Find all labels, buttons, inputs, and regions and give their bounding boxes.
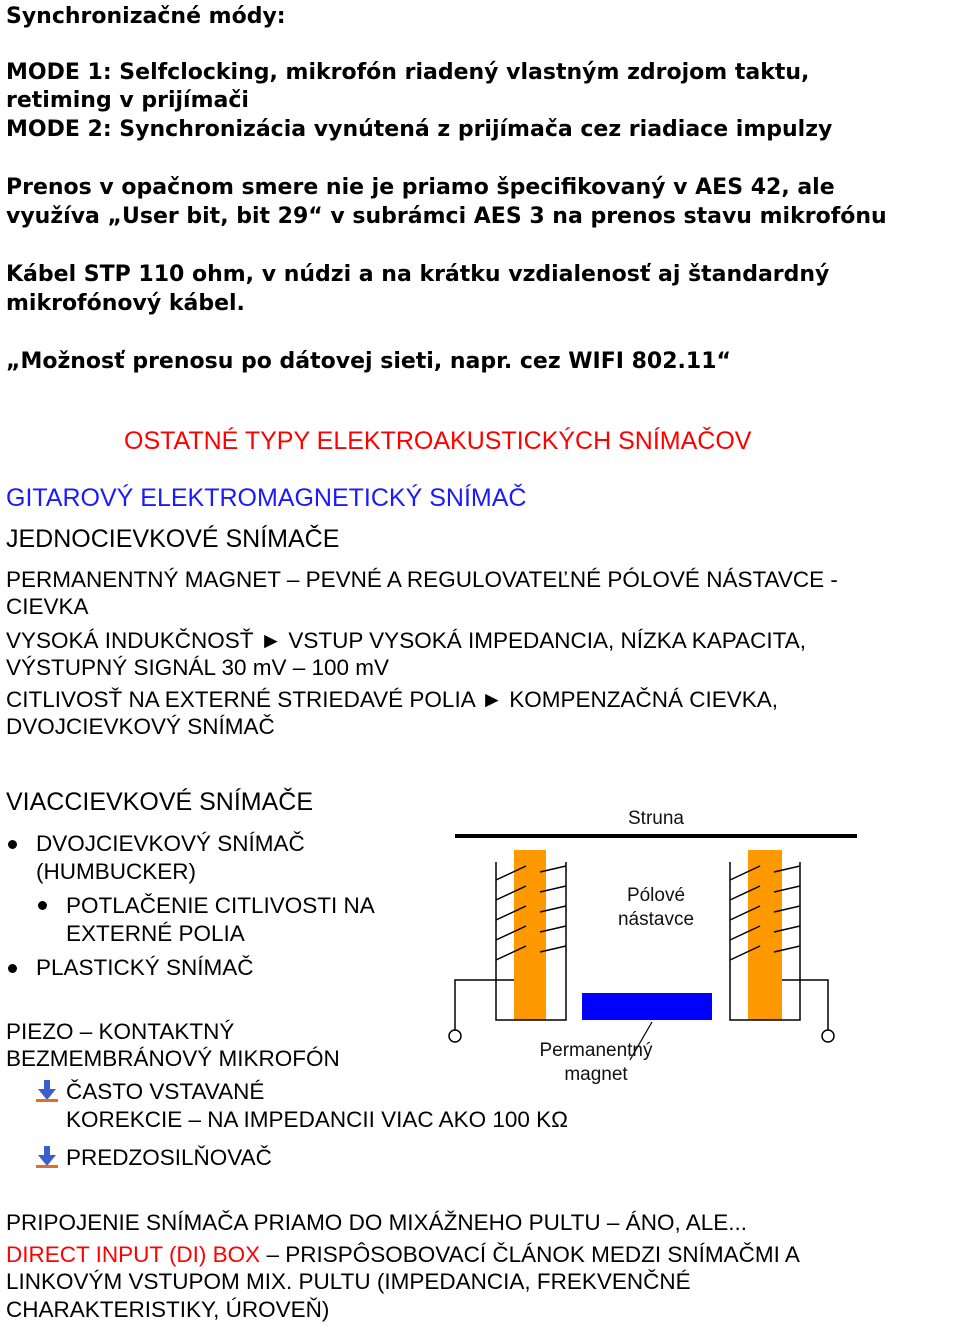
multi-coil-heading: VIACCIEVKOVÉ SNÍMAČE [6,788,314,816]
pole-label-line1: Pólové [626,885,686,906]
guitar-pickup-heading: GITAROVÝ ELEKTROMAGNETICKÝ SNÍMAČ [6,484,527,512]
plastic-pickup-item: PLASTICKÝ SNÍMAČ [36,955,254,980]
right-terminal-icon [822,1030,834,1042]
sync-heading: Synchronizačné módy: [6,4,286,29]
mode2-line: MODE 2: Synchronizácia vynútená z prijímača cez riadiace impulzy [6,117,833,142]
single-coil-heading: JEDNOCIEVKOVÉ SNÍMAČE [6,525,340,553]
reverse-line1: Prenos v opačnom smere nie je priamo špecifikovaný v AES 42, ale [6,175,835,200]
string-label: Struna [628,808,684,829]
connection-line4: CHARAKTERISTIKY, ÚROVEŇ) [6,1297,330,1322]
suppression-line1: POTLAČENIE CITLIVOSTI NA [66,893,375,918]
magnet-line1: PERMANENTNÝ MAGNET – PEVNÉ A REGULOVATEĽNÉ PÓLOVÉ NÁSTAVCE - [6,567,838,592]
connection-line1: PRIPOJENIE SNÍMAČA PRIAMO DO MIXÁŽNEHO PULTU – ÁNO, ALE... [6,1210,747,1235]
left-terminal-icon [449,1030,461,1042]
magnet-label-line2: magnet [564,1064,628,1085]
down-arrow-icon [36,1080,58,1102]
pole-label-line2: nástavce [617,909,695,930]
right-lead-wire [782,980,828,1030]
reverse-line2: využíva „User bit, bit 29“ v subrámci AES 3 na prenos stavu mikrofónu [6,204,887,229]
inductance-line2: VÝSTUPNÝ SIGNÁL 30 mV – 100 mV [6,655,390,680]
cable-line2: mikrofónový kábel. [6,291,245,316]
sensitivity-line2: DVOJCIEVKOVÝ SNÍMAČ [6,714,275,739]
humbucker-line2: (HUMBUCKER) [36,859,196,884]
right-pole-piece [748,850,782,1020]
piezo-item1-line1: ČASTO VSTAVANÉ [66,1079,265,1104]
network-line: „Možnosť prenosu po dátovej sieti, napr. cez WIFI 802.11“ [6,349,731,374]
magnet-label-line1: Permanentný [539,1040,653,1061]
left-lead-wire [455,980,514,1030]
mode1-line1: MODE 1: Selfclocking, mikrofón riadený vlastným zdrojom taktu, [6,60,810,85]
connection-line2 [6,1241,800,1269]
cable-line1: Kábel STP 110 ohm, v núdzi a na krátku vzdialenosť aj štandardný [6,262,830,287]
connection-line2-rest: – PRISPÔSOBOVACÍ ČLÁNOK MEDZI SNÍMAČMI A [260,1242,800,1267]
piezo-line1: PIEZO – KONTAKTNÝ [6,1019,235,1044]
piezo-line2: BEZMEMBRÁNOVÝ MIKROFÓN [6,1046,340,1071]
permanent-magnet [582,993,712,1020]
connection-line3: LINKOVÝM VSTUPOM MIX. PULTU (IMPEDANCIA, FREKVENČNÉ [6,1269,691,1294]
sensitivity-line1: CITLIVOSŤ NA EXTERNÉ STRIEDAVÉ POLIA ► KOMPENZAČNÁ CIEVKA, [6,687,779,712]
magnet-line2: CIEVKA [6,594,89,619]
left-pole-piece [514,850,546,1020]
suppression-line2: EXTERNÉ POLIA [66,921,245,946]
other-types-heading: OSTATNÉ TYPY ELEKTROAKUSTICKÝCH SNÍMAČOV [124,427,752,455]
humbucker-line1: DVOJCIEVKOVÝ SNÍMAČ [36,831,305,856]
mode1-line2: retiming v prijímači [6,88,249,113]
piezo-item2: PREDZOSILŇOVAČ [66,1145,272,1170]
down-arrow-icon [36,1146,58,1168]
inductance-line1: VYSOKÁ INDUKČNOSŤ ► VSTUP VYSOKÁ IMPEDANCIA, NÍZKA KAPACITA, [6,628,806,653]
piezo-item1-line2: KOREKCIE – NA IMPEDANCII VIAC AKO 100 KΩ [66,1107,568,1132]
di-box-label: DIRECT INPUT (DI) BOX [6,1242,261,1267]
